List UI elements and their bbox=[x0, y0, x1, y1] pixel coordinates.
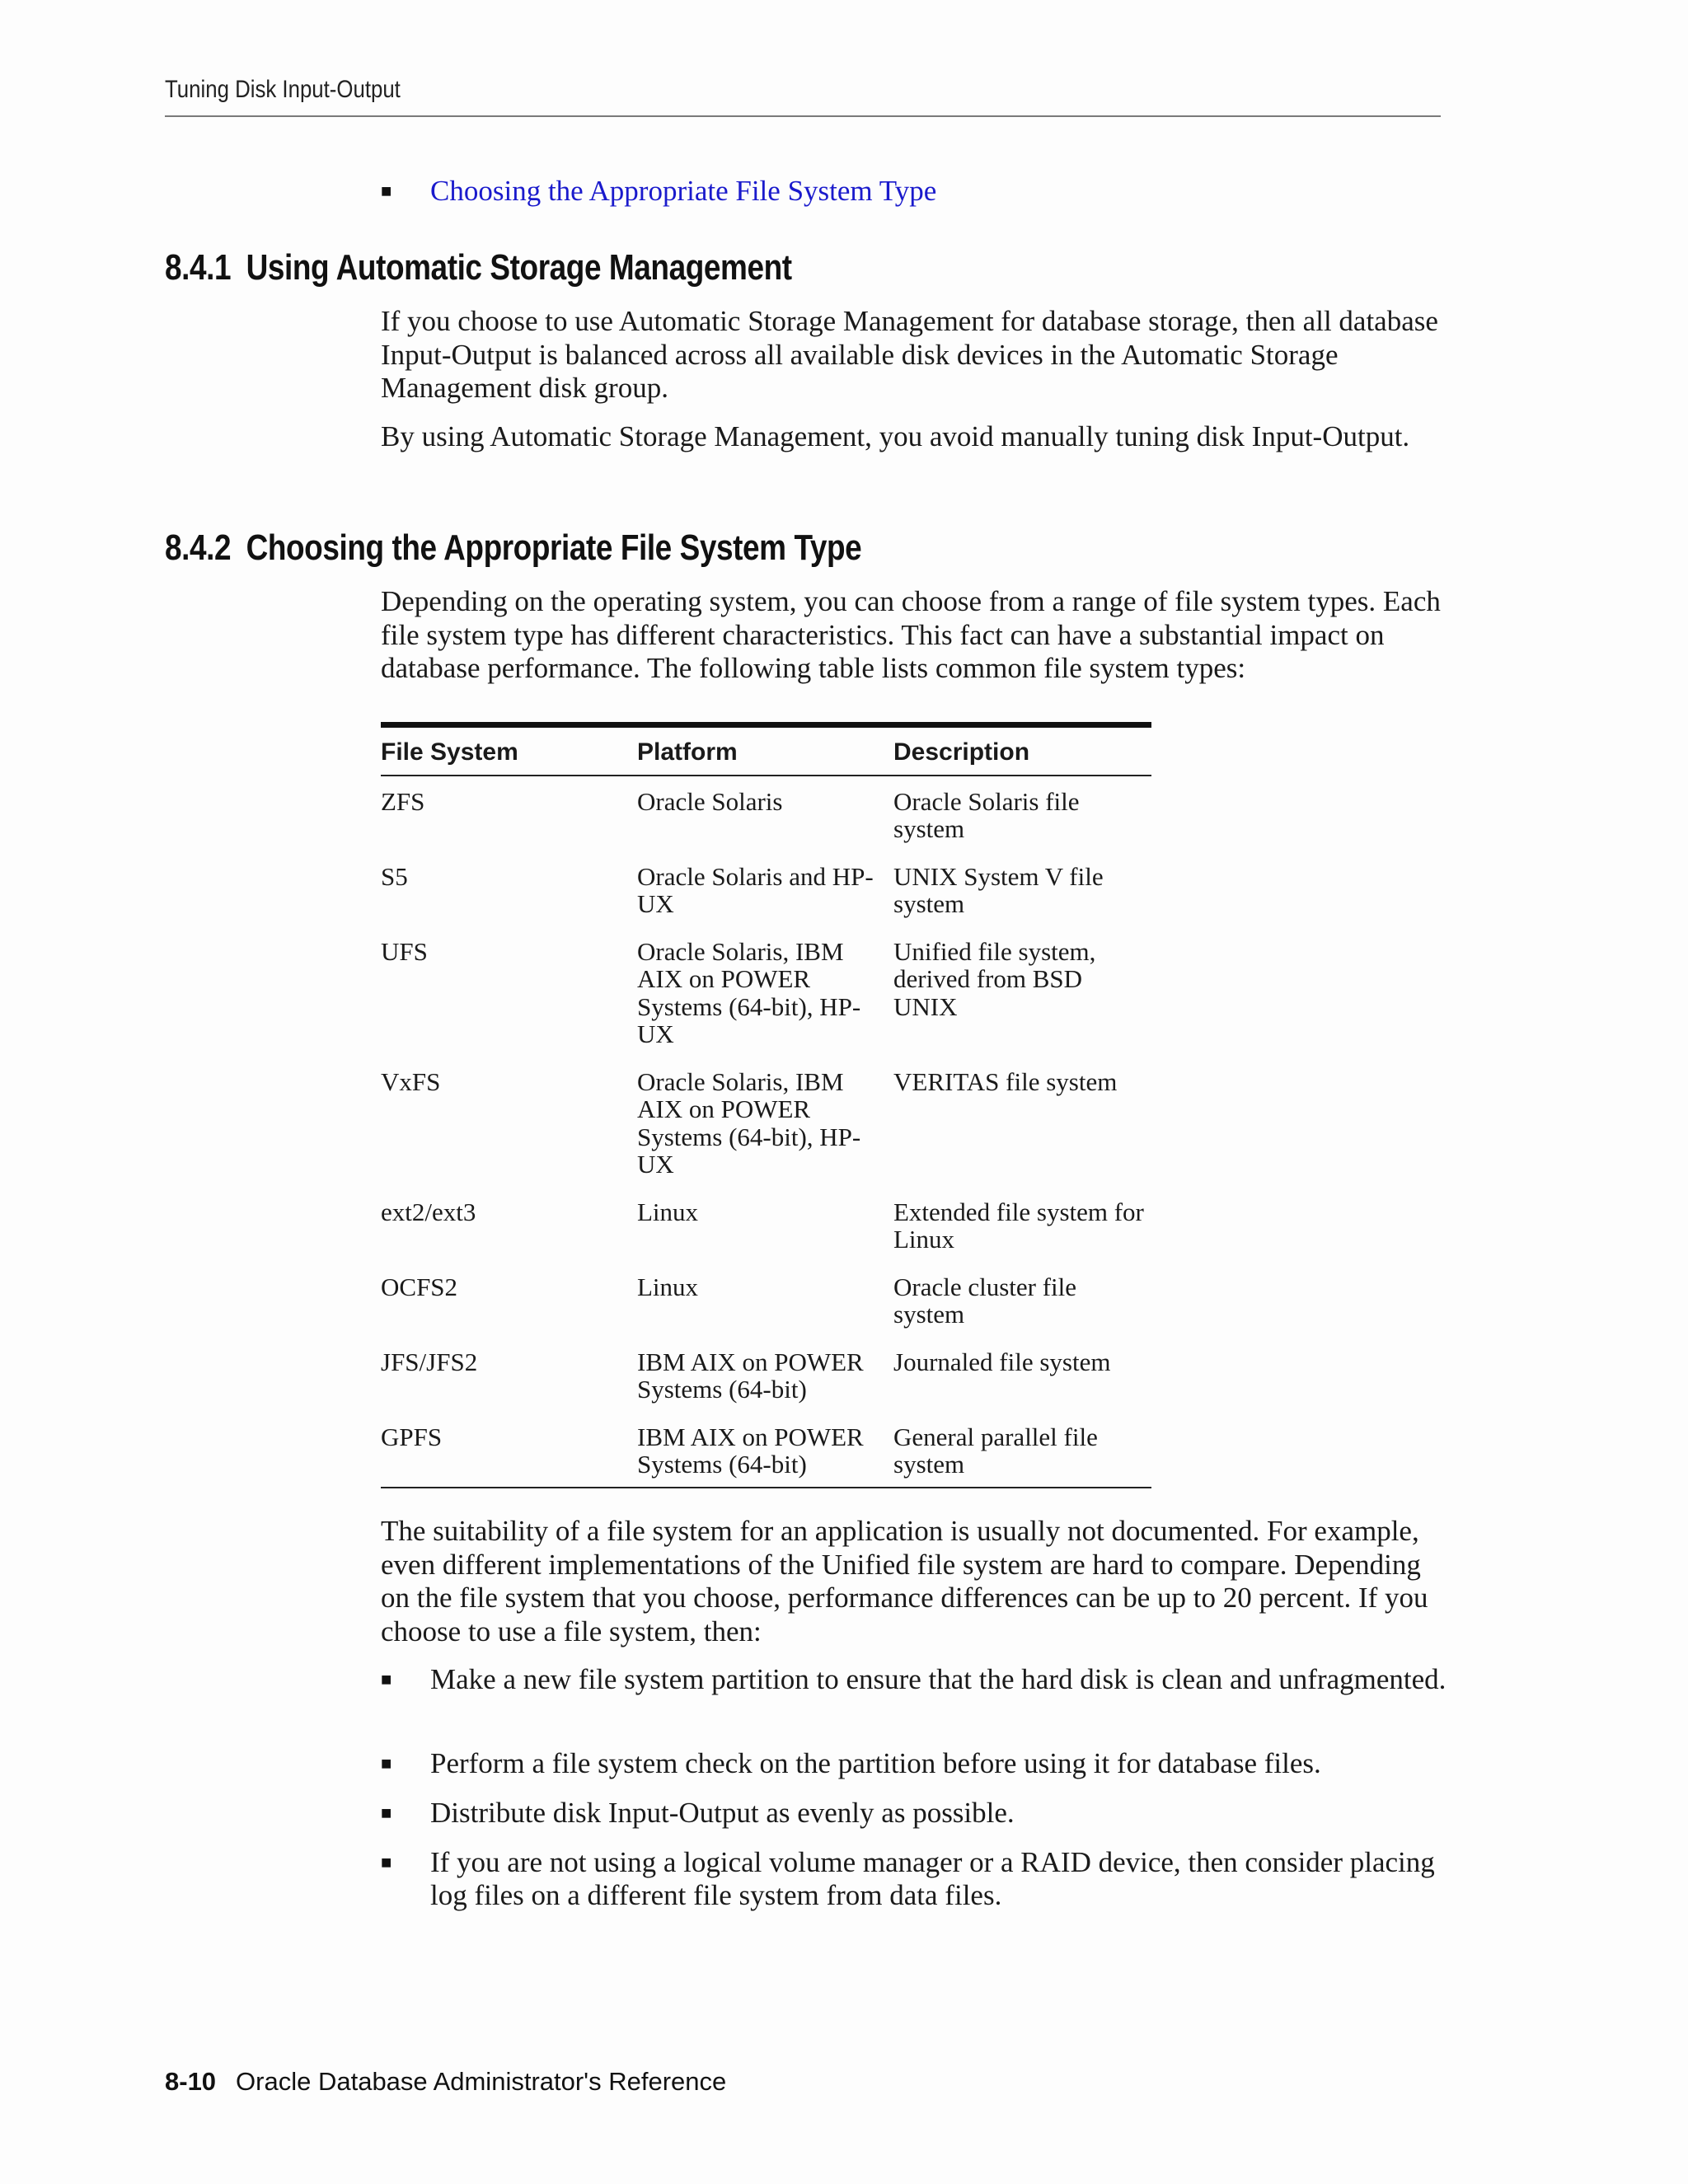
cell-platform: Oracle Solaris and HP-UX bbox=[637, 861, 874, 918]
cell-platform: IBM AIX on POWER Systems (64-bit) bbox=[637, 1422, 864, 1479]
cell-file-system: VxFS bbox=[381, 1066, 441, 1096]
page-number: 8-10 bbox=[165, 2067, 217, 2096]
table-row bbox=[381, 1337, 1151, 1412]
cell-file-system: OCFS2 bbox=[381, 1272, 458, 1301]
list-item-text: Distribute disk Input-Output as evenly as possible. bbox=[430, 1797, 1015, 1829]
bullet-icon: ■ bbox=[381, 1852, 392, 1872]
table-row bbox=[381, 1057, 1151, 1187]
cell-description: Extended file system for Linux bbox=[893, 1197, 1144, 1254]
cell-description: VERITAS file system bbox=[893, 1066, 1118, 1096]
list-item-text: Make a new file system partition to ensure that the hard disk is clean and unfragmented. bbox=[430, 1663, 1447, 1695]
cell-description: Oracle cluster file system bbox=[893, 1272, 1077, 1329]
file-system-table bbox=[381, 722, 1151, 1488]
paragraph: Depending on the operating system, you can choose from a range of file system types. Each file system type has different characteristics. This fact can have a substantial impact on database performance. The following table lists common file system types: bbox=[381, 585, 1441, 684]
list-item bbox=[381, 1846, 1452, 1912]
table-row bbox=[381, 1412, 1151, 1488]
cell-description: Journaled file system bbox=[893, 1347, 1111, 1376]
table-row bbox=[381, 851, 1151, 926]
running-header: Tuning Disk Input-Output bbox=[165, 76, 401, 103]
section-title: Choosing the Appropriate File System Type bbox=[246, 527, 862, 568]
list-item bbox=[381, 1797, 1452, 1830]
cell-platform: IBM AIX on POWER Systems (64-bit) bbox=[637, 1347, 864, 1404]
cell-platform: Linux bbox=[637, 1197, 699, 1226]
cell-file-system: GPFS bbox=[381, 1422, 443, 1451]
list-item bbox=[381, 1663, 1452, 1696]
list-item bbox=[381, 1747, 1452, 1780]
cell-description: Unified file system, derived from BSD UNIX bbox=[893, 936, 1096, 1021]
section-number: 8.4.2 bbox=[165, 527, 232, 568]
bullet-icon: ■ bbox=[381, 1669, 392, 1690]
cell-file-system: ext2/ext3 bbox=[381, 1197, 476, 1226]
column-header-file-system: File System bbox=[381, 738, 518, 766]
section-heading-8-4-2 bbox=[165, 527, 861, 569]
section-number: 8.4.1 bbox=[165, 247, 232, 288]
bullet-icon: ■ bbox=[381, 180, 392, 201]
section-title: Using Automatic Storage Management bbox=[246, 247, 792, 288]
cell-file-system: ZFS bbox=[381, 786, 425, 816]
bullet-icon: ■ bbox=[381, 1802, 392, 1823]
section-heading-8-4-1 bbox=[165, 247, 792, 288]
bullet-icon: ■ bbox=[381, 1753, 392, 1774]
cell-description: UNIX System V file system bbox=[893, 861, 1104, 918]
cell-platform: Linux bbox=[637, 1272, 699, 1301]
table-header-row bbox=[381, 725, 1151, 776]
table-row bbox=[381, 1262, 1151, 1337]
list-item-text: Perform a file system check on the partition before using it for database files. bbox=[430, 1747, 1321, 1779]
cell-description: Oracle Solaris file system bbox=[893, 786, 1080, 843]
cell-file-system: S5 bbox=[381, 861, 408, 891]
toc-link-item bbox=[381, 175, 1452, 208]
paragraph: By using Automatic Storage Management, you avoid manually tuning disk Input-Output. bbox=[381, 420, 1410, 452]
cell-platform: Oracle Solaris, IBM AIX on POWER Systems (64-bit), HP-UX bbox=[637, 936, 861, 1048]
paragraph: If you choose to use Automatic Storage Management for database storage, then all database Input-Output is balanced across all available disk devices in the Automatic Storage Management disk group. bbox=[381, 305, 1438, 404]
paragraph: The suitability of a file system for an application is usually not documented. For example, even different implementations of the Unified file system are hard to compare. Depending on the file system that you choose, performance differences can be up to 20 percent. If you choose to use a file system, then: bbox=[381, 1515, 1428, 1647]
table-row bbox=[381, 926, 1151, 1057]
cell-file-system: UFS bbox=[381, 936, 428, 966]
link-choosing-file-system-type[interactable]: Choosing the Appropriate File System Type bbox=[430, 175, 937, 207]
cell-platform: Oracle Solaris, IBM AIX on POWER Systems (64-bit), HP-UX bbox=[637, 1066, 861, 1179]
cell-description: General parallel file system bbox=[893, 1422, 1098, 1479]
table-row bbox=[381, 1187, 1151, 1262]
list-item-text: If you are not using a logical volume manager or a RAID device, then consider placing log files on a different file system from data files. bbox=[430, 1846, 1435, 1911]
column-header-description: Description bbox=[893, 738, 1030, 766]
book-title: Oracle Database Administrator's Reference bbox=[236, 2067, 727, 2096]
table-row bbox=[381, 776, 1151, 851]
page-footer bbox=[165, 2067, 726, 2097]
column-header-platform: Platform bbox=[637, 738, 738, 766]
cell-file-system: JFS/JFS2 bbox=[381, 1347, 478, 1376]
cell-platform: Oracle Solaris bbox=[637, 786, 783, 816]
header-rule bbox=[165, 115, 1441, 117]
